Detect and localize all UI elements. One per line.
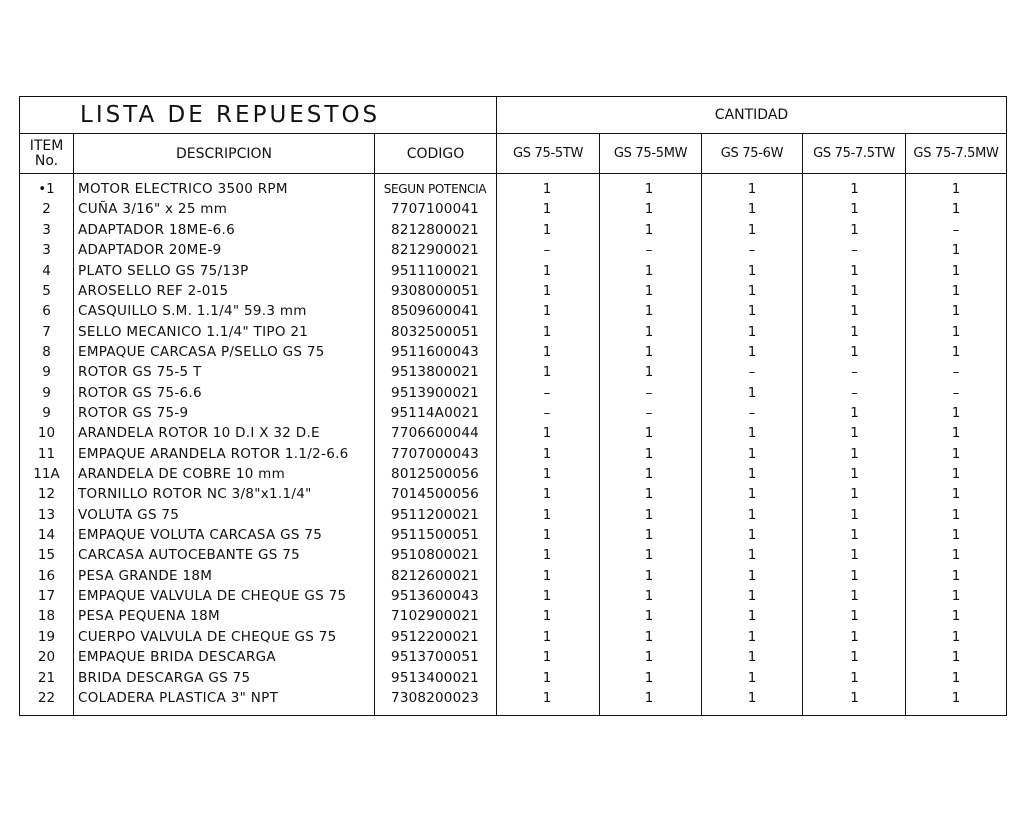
descripcion-header: DESCRIPCION bbox=[176, 145, 272, 162]
parts-list-table bbox=[19, 96, 1007, 716]
item-description: MOTOR ELECTRICO 3500 RPM bbox=[78, 181, 288, 198]
quantity-cell: 1 bbox=[644, 547, 654, 564]
item-description: CASQUILLO S.M. 1.1/4" 59.3 mm bbox=[78, 303, 307, 320]
item-number: 16 bbox=[37, 567, 56, 584]
quantity-cell: 1 bbox=[644, 364, 654, 381]
quantity-cell: 1 bbox=[644, 323, 654, 340]
item-code: SEGUN POTENCIA bbox=[383, 182, 487, 197]
quantity-cell: 1 bbox=[542, 506, 552, 523]
quantity-cell: 1 bbox=[951, 547, 961, 564]
item-code: 8509600041 bbox=[391, 303, 479, 320]
quantity-cell: – bbox=[952, 221, 960, 238]
item-code: 9513800021 bbox=[391, 364, 479, 381]
quantity-cell: 1 bbox=[850, 608, 859, 625]
table-row bbox=[20, 240, 1006, 260]
quantity-cell: 1 bbox=[850, 567, 859, 584]
item-code: 9511600043 bbox=[391, 343, 479, 360]
item-description: PESA PEQUENA 18M bbox=[78, 608, 220, 625]
quantity-cell: 1 bbox=[747, 689, 757, 706]
quantity-cell: 1 bbox=[951, 486, 961, 503]
quantity-cell: – bbox=[748, 242, 756, 259]
item-number: 13 bbox=[37, 506, 56, 523]
quantity-cell: 1 bbox=[747, 567, 757, 584]
quantity-cell: 1 bbox=[644, 466, 654, 483]
quantity-cell: 1 bbox=[542, 567, 552, 584]
quantity-cell: 1 bbox=[747, 221, 757, 238]
quantity-cell: 1 bbox=[644, 506, 654, 523]
quantity-cell: 1 bbox=[951, 608, 961, 625]
item-description: ARANDELA ROTOR 10 D.I X 32 D.E bbox=[78, 425, 320, 442]
item-code: 9510800021 bbox=[391, 547, 479, 564]
table-row bbox=[20, 606, 1006, 626]
table-row bbox=[20, 627, 1006, 647]
item-number: 11A bbox=[33, 466, 60, 483]
item-number: 9 bbox=[42, 404, 51, 421]
quantity-cell: 1 bbox=[850, 181, 859, 198]
quantity-cell: 1 bbox=[542, 608, 552, 625]
table-row bbox=[20, 423, 1006, 443]
quantity-cell: 1 bbox=[951, 323, 961, 340]
model-header-5: GS 75-7.5MW bbox=[913, 146, 999, 161]
quantity-cell: 1 bbox=[542, 282, 552, 299]
quantity-cell: 1 bbox=[542, 343, 552, 360]
table-row bbox=[20, 342, 1006, 362]
item-number: 14 bbox=[37, 527, 56, 544]
quantity-cell: 1 bbox=[747, 506, 757, 523]
quantity-cell: 1 bbox=[644, 343, 654, 360]
item-number: 12 bbox=[37, 486, 56, 503]
item-number: •1 bbox=[38, 181, 55, 198]
quantity-cell: 1 bbox=[644, 689, 654, 706]
quantity-cell: – bbox=[748, 404, 756, 421]
item-code: 7102900021 bbox=[391, 608, 479, 625]
quantity-cell: 1 bbox=[747, 343, 757, 360]
table-row bbox=[20, 383, 1006, 403]
quantity-cell: 1 bbox=[747, 608, 757, 625]
quantity-cell: 1 bbox=[951, 567, 961, 584]
table-row bbox=[20, 545, 1006, 565]
quantity-cell: 1 bbox=[644, 201, 654, 218]
quantity-cell: 1 bbox=[644, 669, 654, 686]
item-description: ROTOR GS 75-5 T bbox=[78, 364, 202, 381]
quantity-cell: 1 bbox=[951, 201, 961, 218]
quantity-cell: 1 bbox=[850, 303, 859, 320]
item-code: 8032500051 bbox=[391, 323, 479, 340]
quantity-cell: 1 bbox=[747, 282, 757, 299]
quantity-cell: 1 bbox=[644, 181, 654, 198]
quantity-cell: – bbox=[952, 384, 960, 401]
model-header-2: GS 75-5MW bbox=[613, 146, 688, 161]
quantity-cell: 1 bbox=[644, 425, 654, 442]
quantity-cell: 1 bbox=[644, 608, 654, 625]
quantity-cell: 1 bbox=[747, 486, 757, 503]
quantity-cell: 1 bbox=[644, 445, 654, 462]
quantity-cell: 1 bbox=[747, 588, 757, 605]
item-description: BRIDA DESCARGA GS 75 bbox=[78, 669, 251, 686]
item-description: PLATO SELLO GS 75/13P bbox=[78, 262, 249, 279]
item-header-line1: ITEM bbox=[29, 137, 64, 154]
table-row bbox=[20, 566, 1006, 586]
quantity-cell: 1 bbox=[850, 649, 859, 666]
quantity-cell: 1 bbox=[542, 486, 552, 503]
quantity-cell: 1 bbox=[951, 282, 961, 299]
quantity-cell: 1 bbox=[850, 445, 859, 462]
quantity-cell: 1 bbox=[850, 282, 859, 299]
item-code: 7706600044 bbox=[391, 425, 479, 442]
quantity-cell: – bbox=[543, 404, 551, 421]
item-description: EMPAQUE VALVULA DE CHEQUE GS 75 bbox=[78, 588, 347, 605]
quantity-cell: 1 bbox=[951, 527, 961, 544]
quantity-cell: 1 bbox=[747, 425, 757, 442]
table-row bbox=[20, 525, 1006, 545]
quantity-cell: 1 bbox=[747, 303, 757, 320]
quantity-cell: 1 bbox=[542, 649, 552, 666]
table-row bbox=[20, 321, 1006, 341]
quantity-cell: 1 bbox=[542, 201, 552, 218]
table-row bbox=[20, 505, 1006, 525]
quantity-cell: 1 bbox=[951, 669, 961, 686]
item-code: 9513600043 bbox=[391, 588, 479, 605]
quantity-cell: 1 bbox=[542, 669, 552, 686]
item-number: 11 bbox=[37, 445, 56, 462]
quantity-cell: 1 bbox=[644, 282, 654, 299]
quantity-cell: 1 bbox=[747, 649, 757, 666]
item-header bbox=[20, 134, 73, 173]
quantity-cell: 1 bbox=[542, 588, 552, 605]
quantity-cell: 1 bbox=[644, 303, 654, 320]
table-row bbox=[20, 667, 1006, 687]
item-number: 3 bbox=[42, 221, 51, 238]
item-number: 5 bbox=[42, 282, 51, 299]
quantity-cell: 1 bbox=[850, 527, 859, 544]
quantity-cell: 1 bbox=[850, 628, 859, 645]
quantity-cell: – bbox=[851, 364, 858, 381]
table-row bbox=[20, 362, 1006, 382]
item-number: 10 bbox=[37, 425, 56, 442]
quantity-cell: – bbox=[952, 364, 960, 381]
table-row bbox=[20, 199, 1006, 219]
quantity-cell: 1 bbox=[951, 404, 961, 421]
quantity-cell: – bbox=[645, 384, 653, 401]
quantity-cell: 1 bbox=[850, 404, 859, 421]
quantity-cell: 1 bbox=[951, 628, 961, 645]
item-code: 9513900021 bbox=[391, 384, 479, 401]
quantity-cell: 1 bbox=[542, 323, 552, 340]
quantity-cell: 1 bbox=[542, 445, 552, 462]
item-code: 9511200021 bbox=[391, 506, 479, 523]
quantity-cell: 1 bbox=[850, 588, 859, 605]
item-number: 19 bbox=[37, 628, 56, 645]
quantity-cell: 1 bbox=[542, 221, 552, 238]
quantity-cell: 1 bbox=[747, 669, 757, 686]
table-row bbox=[20, 444, 1006, 464]
quantity-cell: 1 bbox=[850, 669, 859, 686]
item-code: 7707100041 bbox=[391, 201, 479, 218]
quantity-cell: 1 bbox=[747, 466, 757, 483]
table-row bbox=[20, 260, 1006, 280]
header-bottom-divider bbox=[20, 173, 1006, 174]
table-row bbox=[20, 586, 1006, 606]
table-row bbox=[20, 179, 1006, 199]
item-description: EMPAQUE BRIDA DESCARGA bbox=[78, 649, 276, 666]
item-code: 7707000043 bbox=[391, 445, 479, 462]
quantity-cell: 1 bbox=[850, 262, 859, 279]
table-row bbox=[20, 220, 1006, 240]
item-code: 7308200023 bbox=[391, 689, 479, 706]
item-code: 7014500056 bbox=[391, 486, 479, 503]
quantity-cell: – bbox=[851, 384, 858, 401]
table-row bbox=[20, 281, 1006, 301]
quantity-cell: 1 bbox=[542, 303, 552, 320]
quantity-cell: 1 bbox=[951, 649, 961, 666]
quantity-cell: 1 bbox=[850, 689, 859, 706]
quantity-cell: 1 bbox=[644, 486, 654, 503]
item-description: ROTOR GS 75-6.6 bbox=[78, 384, 202, 401]
codigo-header: CODIGO bbox=[406, 145, 465, 162]
quantity-cell: 1 bbox=[850, 201, 859, 218]
quantity-cell: – bbox=[748, 364, 756, 381]
quantity-cell: – bbox=[543, 242, 551, 259]
item-description: CUÑA 3/16" x 25 mm bbox=[78, 201, 228, 218]
item-description: ADAPTADOR 20ME-9 bbox=[78, 242, 222, 259]
quantity-cell: 1 bbox=[951, 181, 961, 198]
quantity-cell: 1 bbox=[644, 628, 654, 645]
quantity-cell: 1 bbox=[747, 181, 757, 198]
item-description: EMPAQUE VOLUTA CARCASA GS 75 bbox=[78, 527, 323, 544]
item-number: 8 bbox=[42, 343, 51, 360]
item-number: 3 bbox=[42, 242, 51, 259]
model-header-4: GS 75-7.5TW bbox=[813, 146, 895, 161]
quantity-cell: 1 bbox=[850, 547, 859, 564]
quantity-cell: 1 bbox=[951, 242, 961, 259]
quantity-cell: 1 bbox=[747, 201, 757, 218]
quantity-cell: 1 bbox=[747, 527, 757, 544]
quantity-cell: 1 bbox=[747, 628, 757, 645]
quantity-cell: – bbox=[851, 242, 858, 259]
quantity-cell: 1 bbox=[542, 181, 552, 198]
quantity-cell: 1 bbox=[850, 323, 859, 340]
item-description: ROTOR GS 75-9 bbox=[78, 404, 189, 421]
item-number: 15 bbox=[37, 547, 56, 564]
item-number: 21 bbox=[37, 669, 56, 686]
item-number: 9 bbox=[42, 364, 51, 381]
quantity-cell: 1 bbox=[951, 343, 961, 360]
quantity-cell: 1 bbox=[644, 221, 654, 238]
table-row bbox=[20, 403, 1006, 423]
item-code: 9512200021 bbox=[391, 628, 479, 645]
table-row bbox=[20, 688, 1006, 708]
quantity-cell: 1 bbox=[951, 506, 961, 523]
quantity-cell: 1 bbox=[850, 486, 859, 503]
item-description: PESA GRANDE 18M bbox=[78, 567, 213, 584]
cantidad-header: CANTIDAD bbox=[714, 107, 789, 123]
item-number: 20 bbox=[37, 649, 56, 666]
item-number: 18 bbox=[37, 608, 56, 625]
quantity-cell: 1 bbox=[951, 303, 961, 320]
quantity-cell: 1 bbox=[951, 262, 961, 279]
table-row bbox=[20, 647, 1006, 667]
item-code: 9511100021 bbox=[391, 262, 479, 279]
quantity-cell: 1 bbox=[951, 588, 961, 605]
quantity-cell: 1 bbox=[951, 466, 961, 483]
item-code: 95114A0021 bbox=[390, 404, 480, 421]
quantity-cell: 1 bbox=[542, 425, 552, 442]
item-code: 9308000051 bbox=[391, 282, 479, 299]
quantity-cell: 1 bbox=[542, 547, 552, 564]
quantity-cell: – bbox=[645, 404, 653, 421]
item-description: COLADERA PLASTICA 3" NPT bbox=[78, 689, 279, 706]
quantity-cell: 1 bbox=[850, 343, 859, 360]
quantity-cell: 1 bbox=[542, 527, 552, 544]
table-row bbox=[20, 464, 1006, 484]
item-description: ADAPTADOR 18ME-6.6 bbox=[78, 221, 235, 238]
quantity-cell: 1 bbox=[747, 445, 757, 462]
item-description: EMPAQUE ARANDELA ROTOR 1.1/2-6.6 bbox=[78, 445, 349, 462]
quantity-cell: 1 bbox=[951, 425, 961, 442]
item-number: 22 bbox=[37, 689, 56, 706]
quantity-cell: – bbox=[543, 384, 551, 401]
quantity-cell: 1 bbox=[850, 221, 859, 238]
quantity-cell: – bbox=[645, 242, 653, 259]
item-header-line2: No. bbox=[34, 152, 59, 169]
item-code: 8212900021 bbox=[391, 242, 479, 259]
quantity-cell: 1 bbox=[951, 445, 961, 462]
quantity-cell: 1 bbox=[644, 567, 654, 584]
item-description: CUERPO VALVULA DE CHEQUE GS 75 bbox=[78, 628, 337, 645]
table-row bbox=[20, 301, 1006, 321]
item-number: 6 bbox=[42, 303, 51, 320]
quantity-cell: 1 bbox=[747, 323, 757, 340]
quantity-cell: 1 bbox=[747, 262, 757, 279]
model-header-3: GS 75-6W bbox=[720, 146, 784, 161]
quantity-cell: 1 bbox=[747, 384, 757, 401]
item-code: 9511500051 bbox=[391, 527, 479, 544]
quantity-cell: 1 bbox=[644, 262, 654, 279]
item-code: 8212800021 bbox=[391, 221, 479, 238]
item-code: 8212600021 bbox=[391, 567, 479, 584]
quantity-cell: 1 bbox=[542, 262, 552, 279]
quantity-cell: 1 bbox=[542, 628, 552, 645]
item-description: SELLO MECANICO 1.1/4" TIPO 21 bbox=[78, 323, 309, 340]
item-code: 8012500056 bbox=[391, 466, 479, 483]
item-description: ARANDELA DE COBRE 10 mm bbox=[78, 466, 286, 483]
item-code: 9513700051 bbox=[391, 649, 479, 666]
item-description: CARCASA AUTOCEBANTE GS 75 bbox=[78, 547, 300, 564]
item-number: 9 bbox=[42, 384, 51, 401]
quantity-cell: 1 bbox=[644, 649, 654, 666]
quantity-cell: 1 bbox=[542, 466, 552, 483]
item-description: TORNILLO ROTOR NC 3/8"x1.1/4" bbox=[78, 486, 312, 503]
quantity-cell: 1 bbox=[850, 506, 859, 523]
quantity-cell: 1 bbox=[951, 689, 961, 706]
quantity-cell: 1 bbox=[747, 547, 757, 564]
item-number: 2 bbox=[42, 201, 51, 218]
quantity-cell: 1 bbox=[644, 588, 654, 605]
quantity-cell: 1 bbox=[644, 527, 654, 544]
quantity-cell: 1 bbox=[850, 425, 859, 442]
quantity-cell: 1 bbox=[542, 689, 552, 706]
table-row bbox=[20, 484, 1006, 504]
item-number: 17 bbox=[37, 588, 56, 605]
quantity-cell: 1 bbox=[542, 364, 552, 381]
item-description: VOLUTA GS 75 bbox=[78, 506, 180, 523]
quantity-cell: 1 bbox=[850, 466, 859, 483]
item-description: AROSELLO REF 2-015 bbox=[78, 282, 229, 299]
table-title: LISTA DE REPUESTOS bbox=[80, 102, 381, 128]
model-header-1: GS 75-5TW bbox=[512, 146, 584, 161]
item-number: 7 bbox=[42, 323, 51, 340]
item-code: 9513400021 bbox=[391, 669, 479, 686]
item-description: EMPAQUE CARCASA P/SELLO GS 75 bbox=[78, 343, 325, 360]
item-number: 4 bbox=[42, 262, 51, 279]
